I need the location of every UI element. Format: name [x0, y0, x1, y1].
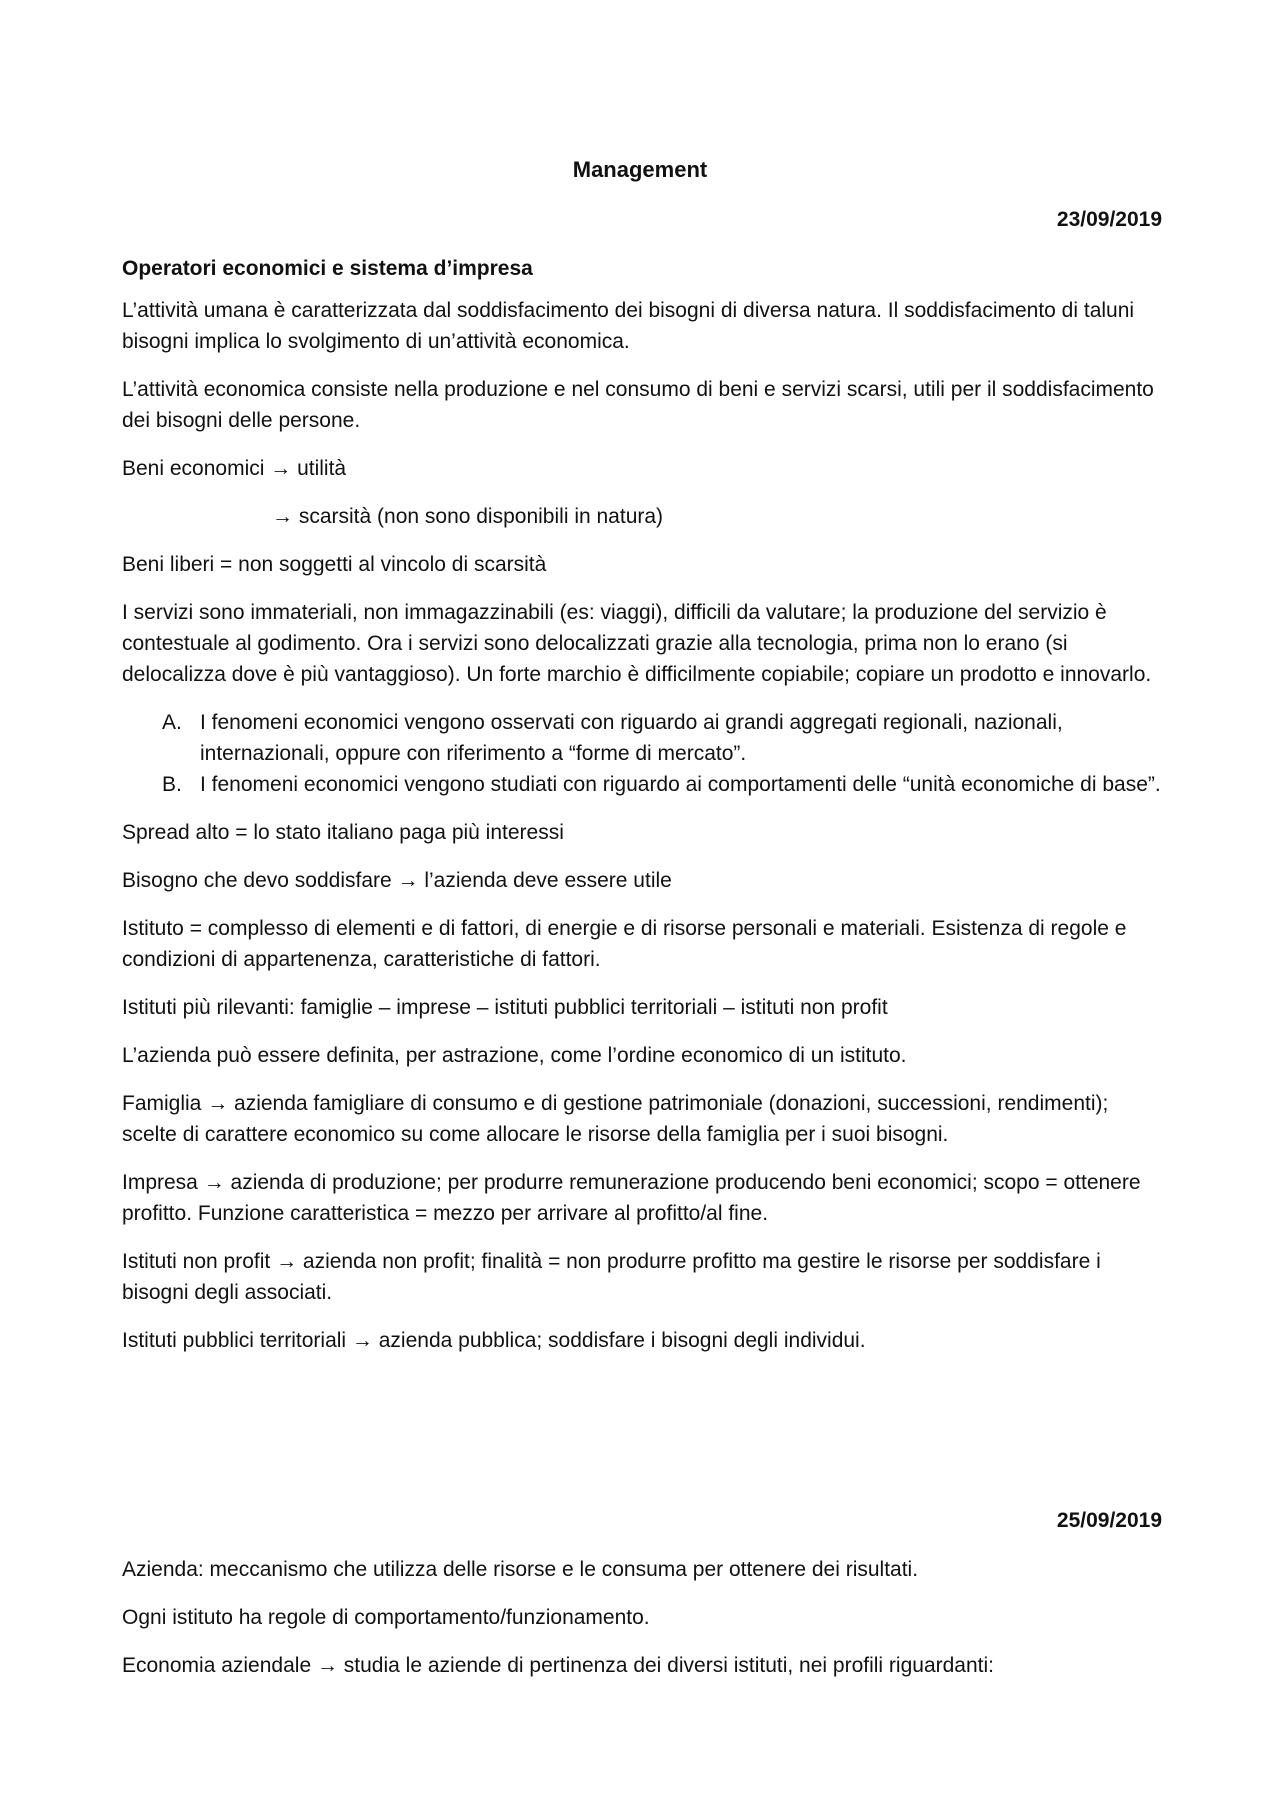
section-2019-09-25	[122, 1505, 1162, 1698]
paragraph: Bisogno che devo soddisfare → l’azienda deve essere utile	[122, 869, 672, 892]
section-2019-09-23	[122, 204, 1162, 1373]
paragraph: Istituti non profit → azienda non profit; finalità = non produrre profitto ma gestire le risorse per soddisfare i bisogni degli associati.	[122, 1250, 1101, 1304]
paragraph: Istituti più rilevanti: famiglie – imprese – istituti pubblici territoriali – istituti non profit	[122, 996, 888, 1019]
section-date: 23/09/2019	[1056, 208, 1162, 231]
paragraph: Beni economici → utilità	[122, 457, 347, 480]
paragraph: Beni liberi = non soggetti al vincolo di scarsità	[122, 553, 547, 576]
lettered-list	[122, 707, 1162, 800]
list-item	[122, 769, 1162, 800]
list-marker: B.	[162, 773, 182, 796]
paragraph: I servizi sono immateriali, non immagazzinabili (es: viaggi), difficili da valutare; la produzione del servizio è contestuale al godimento. Ora i servizi sono delocalizzati grazie alla tecnologia, prima non lo erano (si delocalizza dove è più vantaggioso). Un forte marchio è difficilmente copiabile; copiare un prodotto e innovarlo.	[122, 601, 1152, 686]
list-item-text: I fenomeni economici vengono studiati con riguardo ai comportamenti delle “unità economiche di base”.	[200, 773, 1161, 796]
paragraph: Istituto = complesso di elementi e di fattori, di energie e di risorse personali e materiali. Esistenza di regole e condizioni di appartenenza, caratteristiche di fattori.	[122, 917, 1127, 971]
paragraph: L’attività economica consiste nella produzione e nel consumo di beni e servizi scarsi, utili per il soddisfacimento dei bisogni delle persone.	[122, 378, 1154, 432]
paragraph: L’azienda può essere definita, per astrazione, come l’ordine economico di un istituto.	[122, 1044, 907, 1067]
paragraph: Economia aziendale → studia le aziende di pertinenza dei diversi istituti, nei profili riguardanti:	[122, 1654, 994, 1677]
section-heading: Operatori economici e sistema d’impresa	[122, 257, 533, 280]
paragraph: Istituti pubblici territoriali → azienda pubblica; soddisfare i bisogni degli individui.	[122, 1329, 866, 1352]
list-marker: A.	[162, 711, 182, 734]
paragraph: Famiglia → azienda famigliare di consumo e di gestione patrimoniale (donazioni, successioni, rendimenti); scelte di carattere economico su come allocare le risorse della famiglia per i suoi bisogni.	[122, 1092, 1109, 1146]
list-item	[122, 707, 1162, 769]
paragraph: Ogni istituto ha regole di comportamento/funzionamento.	[122, 1606, 650, 1629]
paragraph: Spread alto = lo stato italiano paga più interessi	[122, 821, 564, 844]
document-title: Management	[572, 157, 708, 182]
section-date: 25/09/2019	[1056, 1509, 1162, 1532]
list-item-text: I fenomeni economici vengono osservati con riguardo ai grandi aggregati regionali, nazionali, internazionali, oppure con riferimento a “forme di mercato”.	[200, 711, 1063, 765]
paragraph-indented: → scarsità (non sono disponibili in natura)	[272, 505, 664, 528]
paragraph: Azienda: meccanismo che utilizza delle risorse e le consuma per ottenere dei risultati.	[122, 1558, 919, 1581]
paragraph: L’attività umana è caratterizzata dal soddisfacimento dei bisogni di diversa natura. Il soddisfacimento di taluni bisogni implica lo svolgimento di un’attività economica.	[122, 299, 1135, 353]
paragraph: Impresa → azienda di produzione; per produrre remunerazione producendo beni economici; scopo = ottenere profitto. Funzione caratteristica = mezzo per arrivare al profitto/al fine.	[122, 1171, 1141, 1225]
